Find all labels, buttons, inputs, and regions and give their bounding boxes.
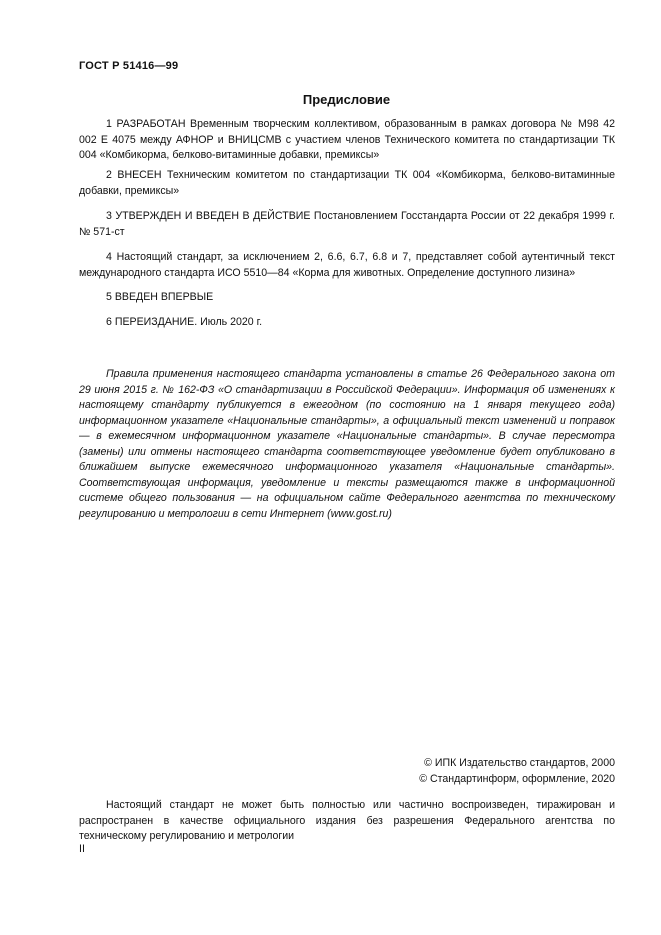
preface-item-4: 4 Настоящий стандарт, за исключением 2, 6.6, 6.7, 6.8 и 7, представляет собой аутентичный текст международного стандарта ИСО 5510—84 «Корма для животных. Определение доступного лизина» — [79, 251, 615, 279]
copyright-line-2: © Стандартинформ, оформление, 2020 — [419, 773, 615, 785]
copyright-block — [419, 755, 615, 787]
preface-item-5: 5 ВВЕДЕН ВПЕРВЫЕ — [106, 291, 214, 303]
preface-item-1: 1 РАЗРАБОТАН Временным творческим коллективом, образованным в рамках договора № М98 42 002 Е 4075 между АФНОР и ВНИЦСМВ с участием членов Технического комитета по стандартизации ТК 004 «Комбикорма, белково-витаминные добавки, премиксы» — [79, 118, 615, 161]
preface-item-6: 6 ПЕРЕИЗДАНИЕ. Июль 2020 г. — [106, 316, 263, 328]
page-number: II — [79, 843, 85, 855]
preface-item-2: 2 ВНЕСЕН Техническим комитетом по стандартизации ТК 004 «Комбикорма, белково-витаминные добавки, премиксы» — [79, 169, 615, 197]
section-title: Предисловие — [302, 92, 391, 107]
reproduction-notice: Настоящий стандарт не может быть полностью или частично воспроизведен, тиражирован и распространен в качестве официального издания без разрешения Федерального агентства по техническому регулированию и метрологии — [79, 799, 615, 842]
preface-item-3: 3 УТВЕРЖДЕН И ВВЕДЕН В ДЕЙСТВИЕ Постановлением Госстандарта России от 22 декабря 1999 г. № 571-ст — [79, 210, 615, 238]
application-rules-notice: Правила применения настоящего стандарта установлены в статье 26 Федерального закона от 29 июня 2015 г. № 162-ФЗ «О стандартизации в Российской Федерации». Информация об изменениях к настоящему стандарту публикуется в ежегодном (по состоянию на 1 января текущего года) информационном указателе «Национальные стандарты», а официальный текст изменений и поправок — в ежемесячном информационном указателе «Национальные стандарты». В случае пересмотра (замены) или отмены настоящего стандарта соответствующее уведомление будет опубликовано в ближайшем выпуске ежемесячного информационного указателя «Национальные стандарты». Соответствующая информация, уведомление и тексты размещаются также в информационной системе общего пользования — на официальном сайте Федерального агентства по техническому регулированию и метрологии в сети Интернет (www.gost.ru) — [79, 368, 615, 520]
document-code: ГОСТ Р 51416—99 — [79, 60, 179, 72]
copyright-line-1: © ИПК Издательство стандартов, 2000 — [424, 757, 615, 769]
